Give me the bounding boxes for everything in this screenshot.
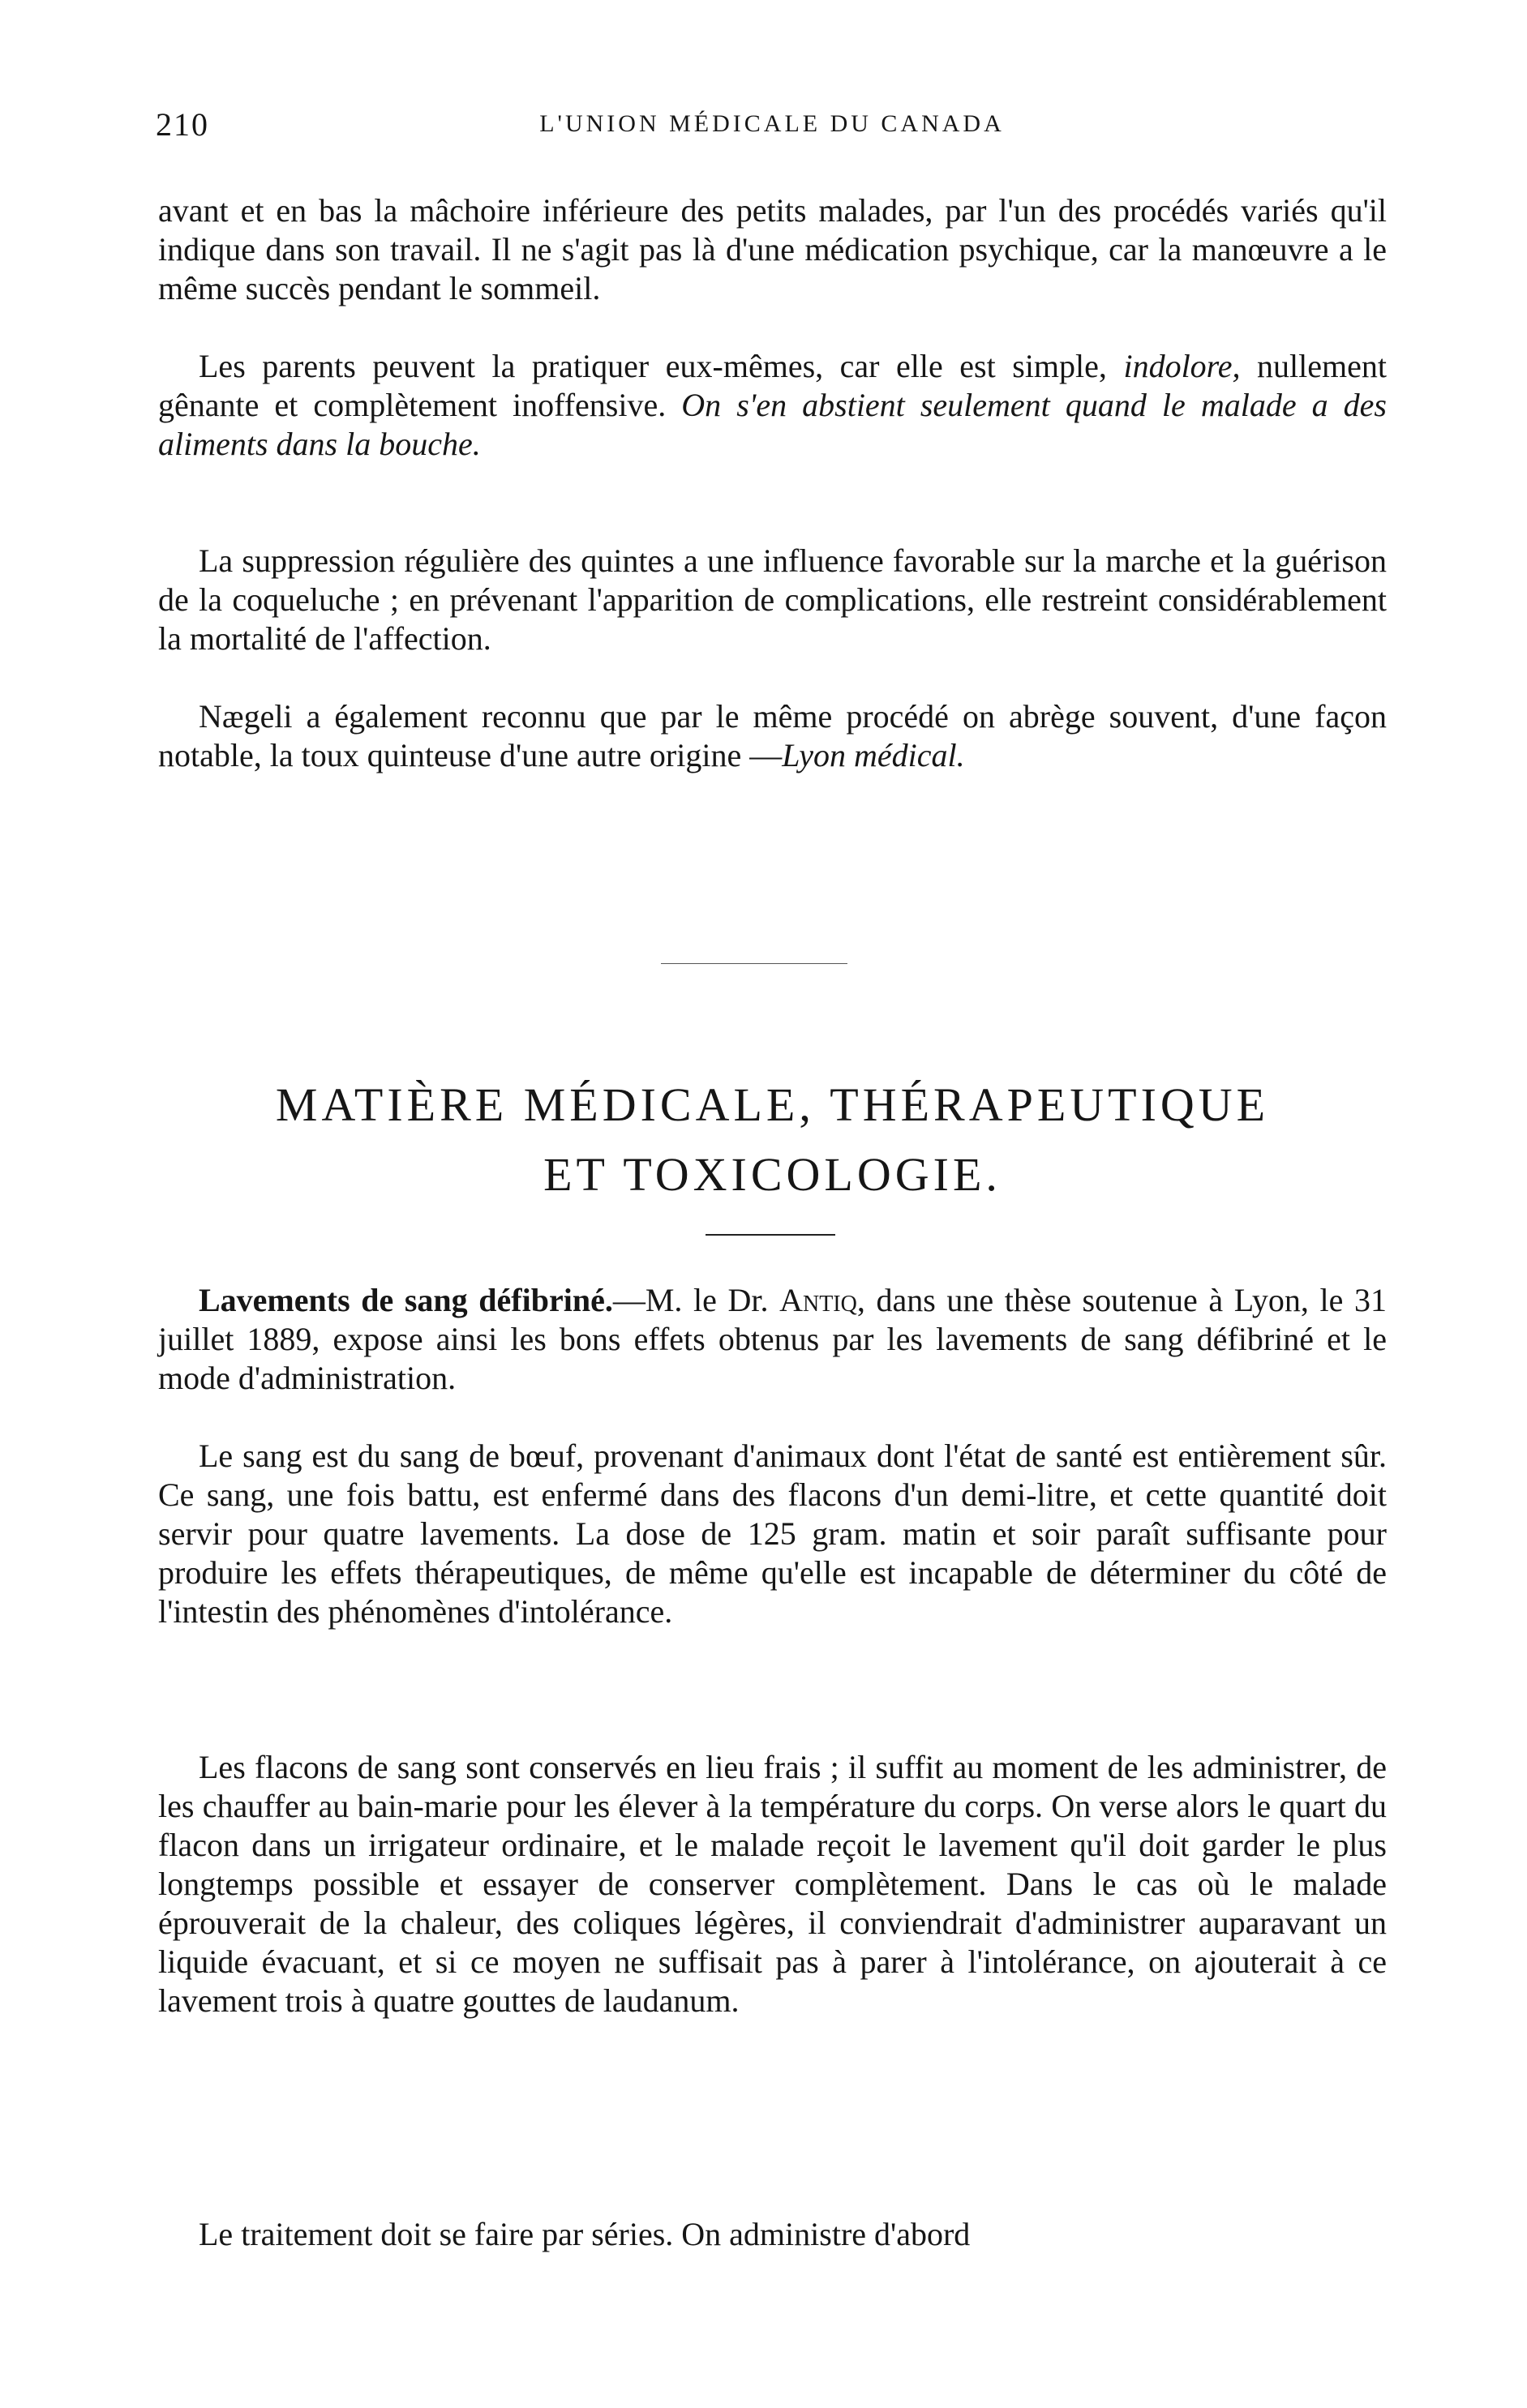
continued-paragraph-4 [158, 697, 1387, 775]
continued-paragraph-3: La suppression régulière des quintes a une influence favorable sur la marche et la guérison de la coqueluche ; en prévenant l'apparition de complications, elle restreint considérablement la mortalité de l'affection. [158, 542, 1387, 657]
journal-title: L'UNION MÉDICALE DU CANADA [539, 110, 1005, 137]
article-heading: Lavements de sang défibriné. [199, 1282, 613, 1318]
continued-paragraph-2 [158, 347, 1387, 464]
section-divider [661, 963, 847, 964]
section-title-line-2: ET TOXICOLOGIE. [543, 1148, 1002, 1201]
page-number: 210 [156, 106, 209, 143]
paragraph-2-part-c: nullement gênante et complètement inoffensive. [158, 348, 1388, 423]
article-paragraph-2: Le sang est du sang de bœuf, provenant d'animaux dont l'état de santé est entièrement sûr. Ce sang, une fois battu, est enfermé dans des flacons d'un demi-litre, et cette quantité doit servir pour quatre lavements. La dose de 125 gram. matin et soir paraît suffisante pour produire les effets thérapeutiques, de même qu'elle est incapable de déterminer du côté de l'intestin des phénomènes d'intolérance. [158, 1438, 1387, 1630]
article-paragraph-3: Les flacons de sang sont conservés en lieu frais ; il suffit au moment de les administrer, de les chauffer au bain-marie pour les élever à la température du corps. On verse alors le quart du flacon dans un irrigateur ordinaire, et le malade reçoit le lavement qu'il doit garder le plus longtemps possible et essayer de conserver complètement. Dans le cas où le malade éprouverait de la chaleur, des coliques légères, il conviendrait d'administrer auparavant un liquide évacuant, et si ce moyen ne suffisait pas à parer à l'intolérance, on ajouterait à ce lavement trois à quatre gouttes de laudanum. [158, 1749, 1387, 2019]
article-paragraph-1 [158, 1281, 1387, 1398]
paragraph-2-part-a: Les parents peuvent la pratiquer eux-mêmes, car elle est simple, [199, 348, 1107, 384]
paragraph-2-part-d: On s'en abstient seulement quand le malade a des aliments dans la bouche. [158, 387, 1387, 462]
section-title [158, 1070, 1387, 1210]
continued-paragraph-1: avant et en bas la mâchoire inférieure des petits malades, par l'un des procédés variés qu'il indique dans son travail. Il ne s'agit pas là d'une médication psychique, car la manœuvre a le même succès pendant le sommeil. [158, 192, 1387, 306]
section-title-line-1: MATIÈRE MÉDICALE, THÉRAPEUTIQUE [275, 1078, 1270, 1131]
source-citation: Lyon médical. [782, 737, 965, 773]
running-head [156, 105, 1388, 154]
article-intro-a: —M. le Dr. [612, 1282, 769, 1318]
article-paragraph-4: Le traitement doit se faire par séries. On administre d'abord [199, 2216, 971, 2252]
article-author: Antiq [779, 1282, 857, 1318]
paragraph-4-text: Nægeli a également reconnu que par le même procédé on abrège souvent, d'une façon notable, la toux quinteuse d'une autre origine — [158, 698, 1387, 773]
article-intro-b: , dans une thèse soutenue à Lyon, le 31 juillet 1889, expose ainsi les bons effets obtenus par les lavements de sang défibriné et le mode d'administration. [158, 1282, 1388, 1396]
paragraph-2-emphasis: indolore, [1123, 348, 1241, 384]
title-rule [706, 1234, 835, 1236]
